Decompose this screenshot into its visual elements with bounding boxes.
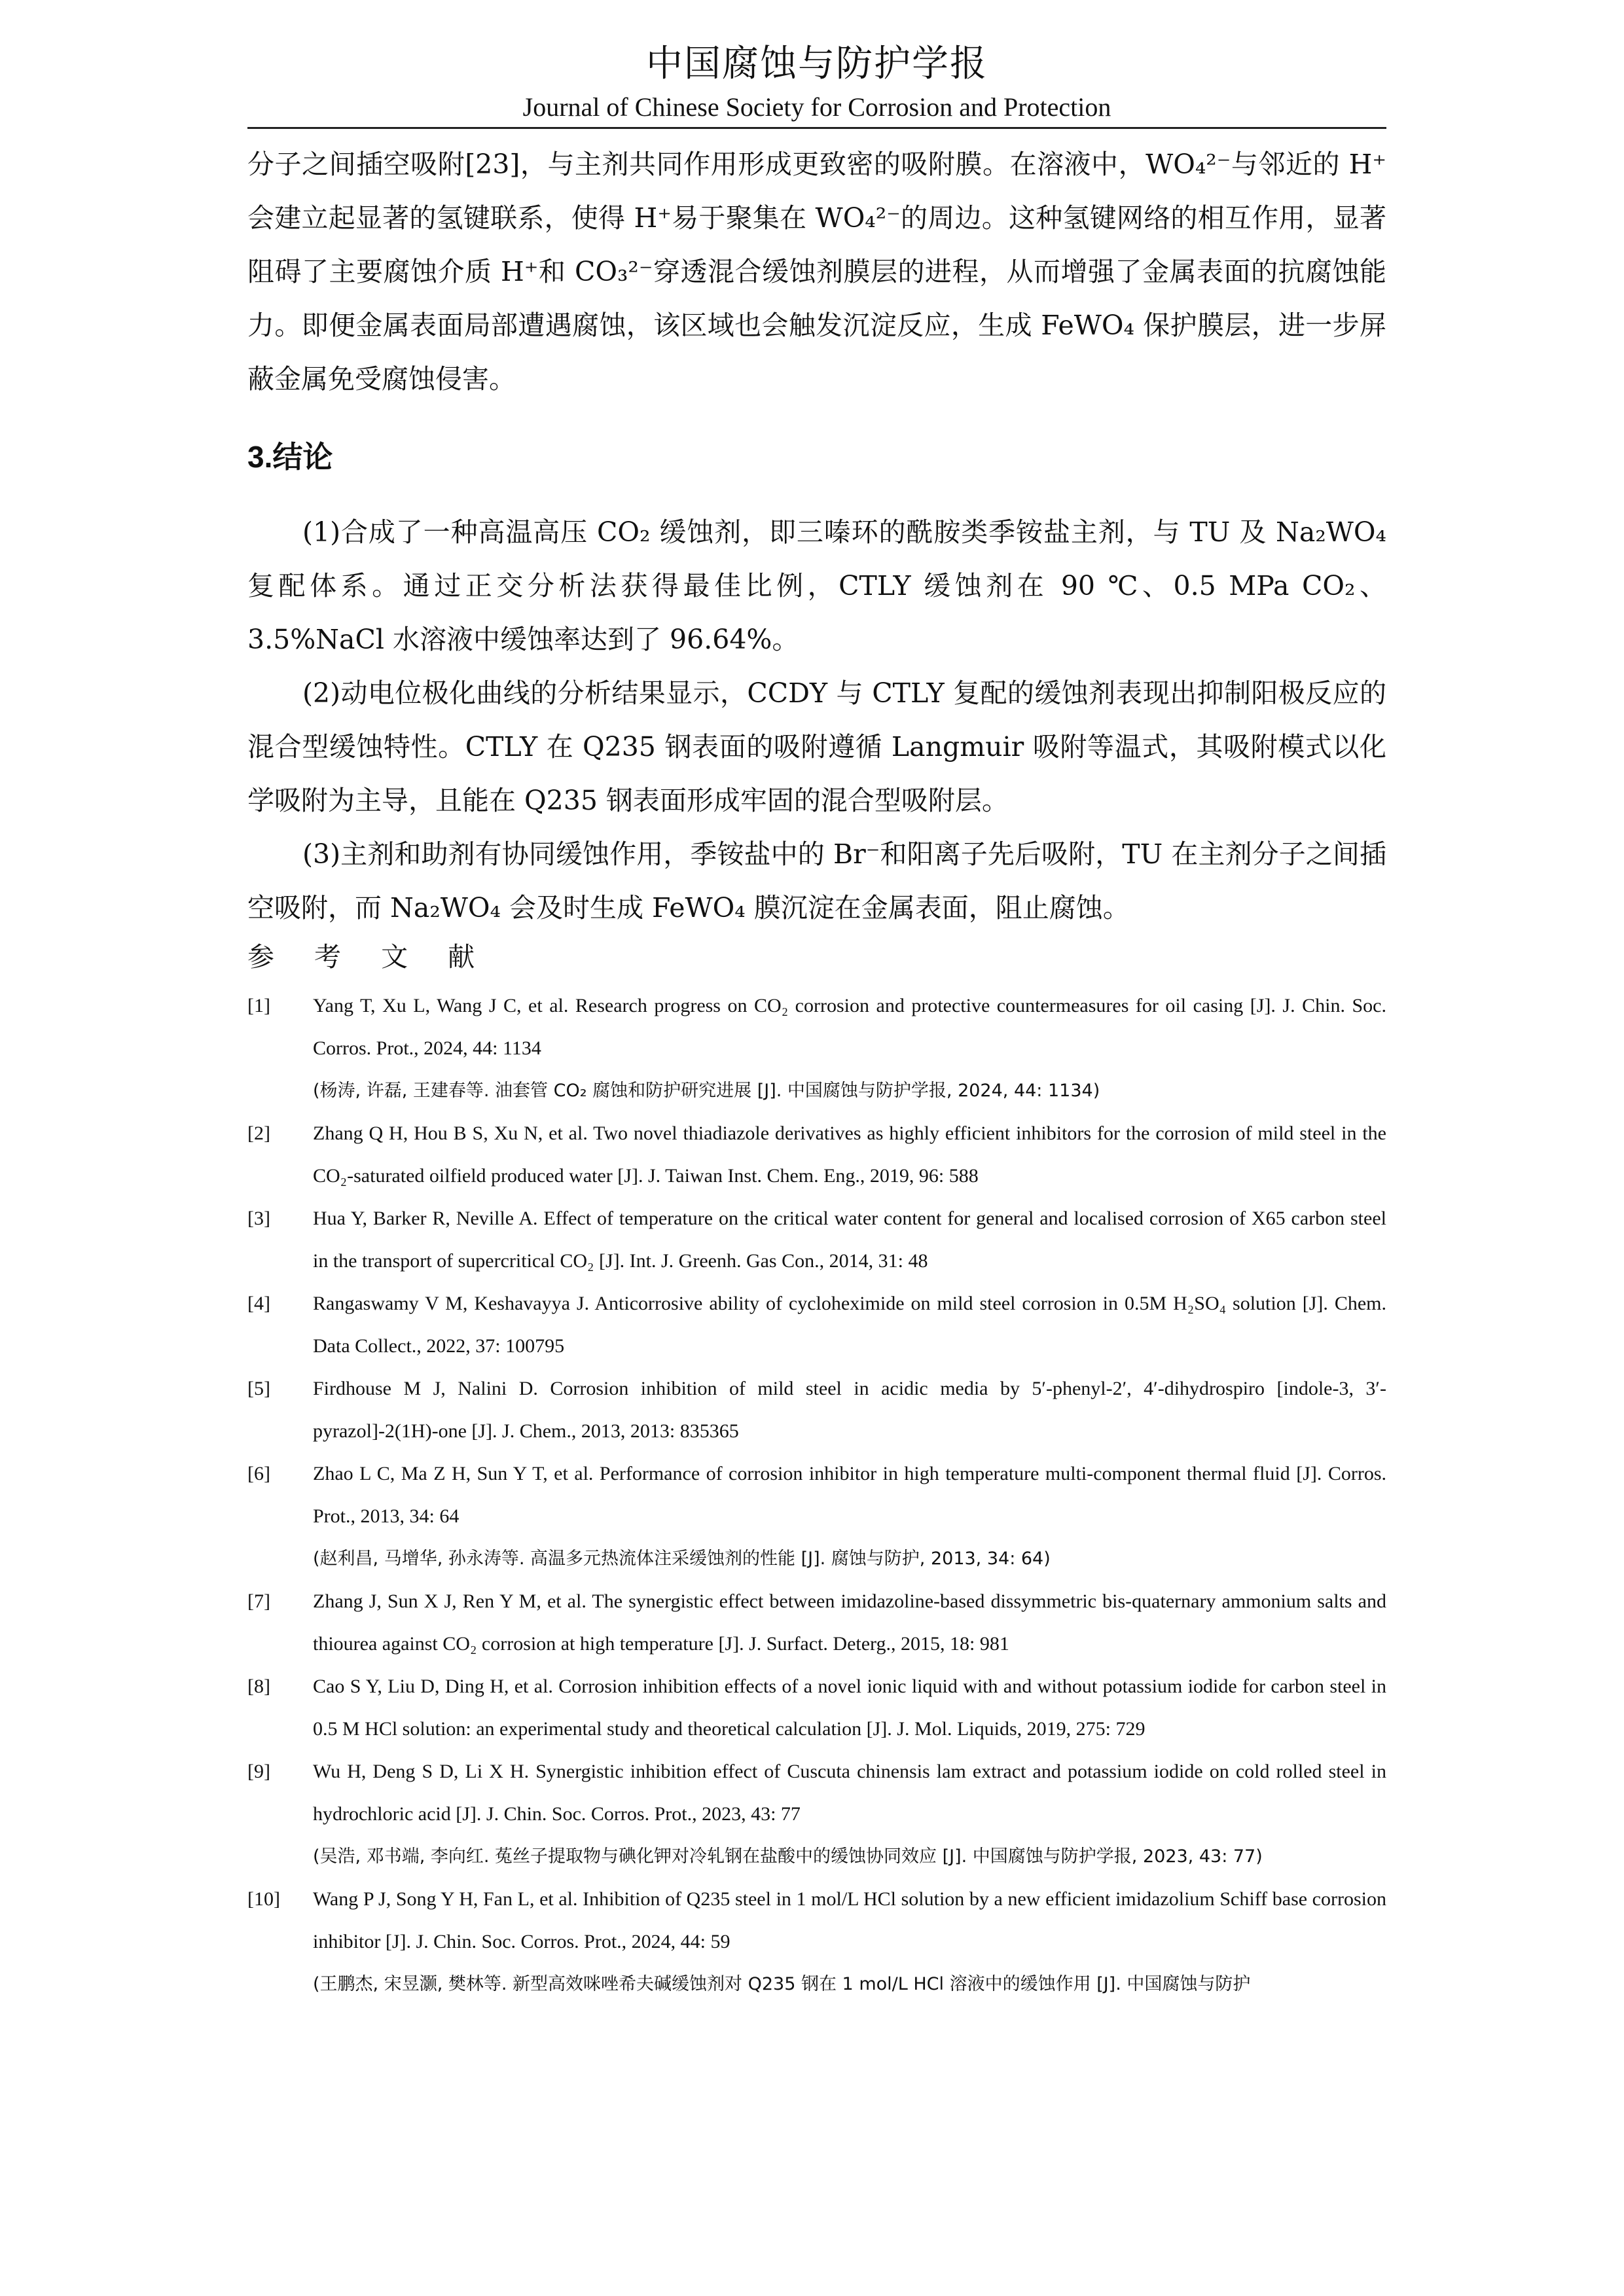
reference-text: Wang P J, Song Y H, Fan L, et al. Inhibition of Q235 steel in 1 mol/L HCl solution by a new efficient imidazolium Schiff base corrosion inhibitor [J]. J. Chin. Soc. Corros. Prot., 2024, 44: 59 bbox=[313, 1888, 1386, 1952]
reference-number: [3] bbox=[247, 1208, 270, 1229]
reference-item bbox=[247, 1282, 1386, 1367]
reference-number: [8] bbox=[247, 1676, 270, 1697]
reference-text: Cao S Y, Liu D, Ding H, et al. Corrosion inhibition effects of a novel ionic liquid with and without potassium iodide for carbon steel in 0.5 M HCl solution: an experimental study and theoretical calculation [J]. J. Mol. Liquids, 2019, 275: 729 bbox=[313, 1676, 1386, 1740]
reference-item bbox=[247, 1452, 1386, 1580]
reference-item bbox=[247, 1750, 1386, 1878]
reference-item bbox=[247, 1665, 1386, 1750]
references-heading: 参 考 文 献 bbox=[247, 941, 491, 973]
reference-translation: (杨涛, 许磊, 王建春等. 油套管 CO₂ 腐蚀和防护研究进展 [J]. 中国腐蚀与防护学报, 2024, 44: 1134) bbox=[313, 1081, 1100, 1101]
reference-item bbox=[247, 1112, 1386, 1197]
reference-item bbox=[247, 1197, 1386, 1282]
reference-number: [5] bbox=[247, 1378, 270, 1399]
reference-number: [2] bbox=[247, 1122, 270, 1144]
reference-text: Rangaswamy V M, Keshavayya J. Anticorrosive ability of cycloheximide on mild steel corrosion in 0.5M H₂SO₄ solution [J]. Chem. Data Collect., 2022, 37: 100795 bbox=[313, 1293, 1386, 1357]
reference-item bbox=[247, 984, 1386, 1112]
header-rule bbox=[247, 127, 1386, 129]
reference-number: [9] bbox=[247, 1761, 270, 1782]
page-content bbox=[247, 137, 1386, 2005]
conclusion-1: (1)合成了一种高温高压 CO₂ 缓蚀剂，即三嗪环的酰胺类季铵盐主剂，与 TU 及 Na₂WO₄ 复配体系。通过正交分析法获得最佳比例，CTLY 缓蚀剂在 90 ℃、0.5 MPa CO₂、3.5%NaCl 水溶液中缓蚀率达到了 96.64%。 bbox=[247, 516, 1386, 655]
reference-text: Wu H, Deng S D, Li X H. Synergistic inhibition effect of Cuscuta chinensis lam extract and potassium iodide on cold rolled steel in hydrochloric acid [J]. J. Chin. Soc. Corros. Prot., 2023, 43: 77 bbox=[313, 1761, 1386, 1825]
reference-text: Zhang Q H, Hou B S, Xu N, et al. Two novel thiadiazole derivatives as highly efficient inhibitors for the corrosion of mild steel in the CO₂-saturated oilfield produced water [J]. J. Taiwan Inst. Chem. Eng., 2019, 96: 588 bbox=[313, 1122, 1386, 1187]
journal-title-cn: 中国腐蚀与防护学报 bbox=[646, 43, 988, 85]
conclusion-3: (3)主剂和助剂有协同缓蚀作用，季铵盐中的 Br⁻和阳离子先后吸附，TU 在主剂分子之间插空吸附，而 Na₂WO₄ 会及时生成 FeWO₄ 膜沉淀在金属表面，阻止腐蚀。 bbox=[247, 838, 1386, 924]
reference-item bbox=[247, 1367, 1386, 1452]
reference-translation: (王鹏杰, 宋昱灏, 樊林等. 新型高效咪唑希夫碱缓蚀剂对 Q235 钢在 1 mol/L HCl 溶液中的缓蚀作用 [J]. 中国腐蚀与防护 bbox=[313, 1974, 1251, 1994]
reference-text: Firdhouse M J, Nalini D. Corrosion inhibition of mild steel in acidic media by 5′-phenyl-2′, 4′-dihydrospiro [indole-3, 3′-pyrazol]-2(1H)-one [J]. J. Chem., 2013, 2013: 835365 bbox=[313, 1378, 1386, 1442]
journal-title-en: Journal of Chinese Society for Corrosion and Protection bbox=[522, 92, 1111, 122]
reference-item bbox=[247, 1878, 1386, 2005]
reference-number: [7] bbox=[247, 1590, 270, 1612]
conclusion-2: (2)动电位极化曲线的分析结果显示，CCDY 与 CTLY 复配的缓蚀剂表现出抑制阳极反应的混合型缓蚀特性。CTLY 在 Q235 钢表面的吸附遵循 Langmuir 吸附等温式，其吸附模式以化学吸附为主导，且能在 Q235 钢表面形成牢固的混合型吸附层。 bbox=[247, 677, 1386, 816]
section-title: 3.结论 bbox=[247, 440, 333, 474]
reference-text: Hua Y, Barker R, Neville A. Effect of temperature on the critical water content for general and localised corrosion of X65 carbon steel in the transport of supercritical CO₂ [J]. Int. J. Greenh. Gas Con., 2014, 31: 48 bbox=[313, 1208, 1386, 1272]
reference-number: [10] bbox=[247, 1888, 280, 1910]
reference-list bbox=[247, 984, 1386, 2005]
reference-text: Yang T, Xu L, Wang J C, et al. Research progress on CO₂ corrosion and protective countermeasures for oil casing [J]. J. Chin. Soc. Corros. Prot., 2024, 44: 1134 bbox=[313, 995, 1386, 1059]
reference-text: Zhao L C, Ma Z H, Sun Y T, et al. Performance of corrosion inhibitor in high temperature multi-component thermal fluid [J]. Corros. Prot., 2013, 34: 64 bbox=[313, 1463, 1386, 1527]
journal-header bbox=[247, 38, 1386, 124]
reference-number: [1] bbox=[247, 995, 270, 1016]
reference-translation: (吴浩, 邓书端, 李向红. 菟丝子提取物与碘化钾对冷轧钢在盐酸中的缓蚀协同效应 [J]. 中国腐蚀与防护学报, 2023, 43: 77) bbox=[313, 1846, 1263, 1867]
reference-number: [4] bbox=[247, 1293, 270, 1314]
intro-paragraph: 分子之间插空吸附[23]，与主剂共同作用形成更致密的吸附膜。在溶液中，WO₄²⁻与邻近的 H⁺会建立起显著的氢键联系，使得 H⁺易于聚集在 WO₄²⁻的周边。这种氢键网络的相互作用，显著阻碍了主要腐蚀介质 H⁺和 CO₃²⁻穿透混合缓蚀剂膜层的进程，从而增强了金属表面的抗腐蚀能力。即便金属表面局部遭遇腐蚀，该区域也会触发沉淀反应，生成 FeWO₄ 保护膜层，进一步屏蔽金属免受腐蚀侵害。 bbox=[247, 149, 1386, 395]
reference-translation: (赵利昌, 马增华, 孙永涛等. 高温多元热流体注采缓蚀剂的性能 [J]. 腐蚀与防护, 2013, 34: 64) bbox=[313, 1549, 1051, 1569]
reference-number: [6] bbox=[247, 1463, 270, 1484]
reference-text: Zhang J, Sun X J, Ren Y M, et al. The synergistic effect between imidazoline-based dissymmetric bis-quaternary ammonium salts and thiourea against CO₂ corrosion at high temperature [J]. J. Surfact. Deterg., 2015, 18: 981 bbox=[313, 1590, 1386, 1655]
reference-item bbox=[247, 1580, 1386, 1665]
